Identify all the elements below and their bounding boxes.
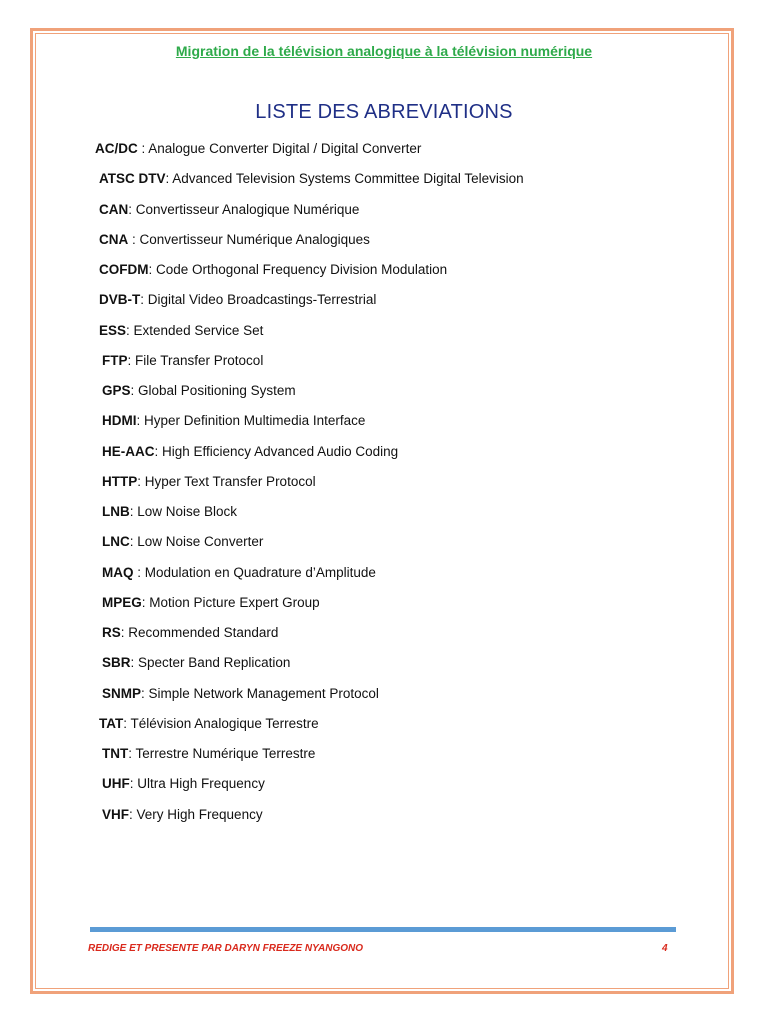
abbreviation-separator: : <box>120 625 129 640</box>
abbreviation-separator: : <box>128 231 140 247</box>
abbreviation-term: DVB-T <box>99 292 141 308</box>
abbreviation-definition: Specter Band Replication <box>138 655 291 671</box>
abbreviation-separator: : <box>133 564 145 580</box>
abbreviation-definition: Hyper Text Transfer Protocol <box>144 473 316 489</box>
abbreviation-item <box>99 232 370 247</box>
abbreviation-definition: Modulation en Quadrature d’Amplitude <box>144 564 376 580</box>
abbreviation-term: CAN <box>99 201 129 217</box>
abbreviation-term: TAT <box>99 715 124 731</box>
abbreviation-separator: : <box>123 715 131 731</box>
abbreviation-definition: Convertisseur Analogique Numérique <box>135 201 360 217</box>
abbreviation-term: HTTP <box>102 473 138 489</box>
abbreviation-item <box>99 292 376 307</box>
abbreviation-term: LNB <box>102 504 130 519</box>
abbreviation-definition: Global Positioning System <box>138 383 296 398</box>
abbreviation-definition: Digital Video Broadcastings-Terrestrial <box>147 292 377 308</box>
abbreviation-separator: : <box>148 262 157 277</box>
abbreviation-definition: Ultra High Frequency <box>137 776 265 792</box>
abbreviation-term: ESS <box>99 322 127 338</box>
abbreviation-separator: : <box>129 806 137 822</box>
abbreviation-item <box>99 202 359 217</box>
abbreviation-term: RS <box>102 625 121 640</box>
abbreviation-definition: Convertisseur Numérique Analogiques <box>139 231 370 247</box>
abbreviation-item <box>102 625 278 640</box>
abbreviation-separator: : <box>154 443 163 459</box>
abbreviation-term: VHF <box>102 806 129 822</box>
abbreviation-term: ATSC DTV <box>99 171 166 187</box>
abbreviation-separator: : <box>130 655 139 671</box>
abbreviation-item <box>99 716 319 731</box>
abbreviation-term: MAQ <box>102 564 134 580</box>
abbreviation-term: LNC <box>102 534 130 550</box>
abbreviation-item <box>102 504 237 519</box>
abbreviation-definition: Extended Service Set <box>133 322 264 338</box>
abbreviation-term: FTP <box>102 352 128 368</box>
abbreviation-item <box>102 534 263 549</box>
page-title: LISTE DES ABREVIATIONS <box>255 101 513 123</box>
abbreviation-item <box>102 776 265 791</box>
abbreviation-item <box>102 444 398 459</box>
abbreviation-item <box>95 141 421 156</box>
abbreviation-definition: File Transfer Protocol <box>135 352 264 368</box>
abbreviation-term: TNT <box>102 746 129 761</box>
abbreviation-term: SBR <box>102 655 131 671</box>
abbreviation-definition: Simple Network Management Protocol <box>148 685 379 701</box>
abbreviation-term: HE-AAC <box>102 443 155 459</box>
abbreviation-definition: Terrestre Numérique Terrestre <box>135 746 316 761</box>
abbreviation-term: COFDM <box>99 262 149 277</box>
abbreviation-separator: : <box>127 352 136 368</box>
abbreviation-separator: : <box>129 504 138 519</box>
abbreviation-item <box>102 595 320 610</box>
abbreviation-term: CNA <box>99 231 129 247</box>
abbreviation-definition: Recommended Standard <box>128 625 279 640</box>
abbreviation-definition: Very High Frequency <box>136 806 263 822</box>
abbreviation-separator: : <box>136 413 145 429</box>
abbreviation-term: GPS <box>102 383 131 398</box>
abbreviation-item <box>99 323 263 338</box>
abbreviation-separator: : <box>137 141 149 156</box>
abbreviation-item <box>102 474 316 489</box>
abbreviation-item <box>102 565 376 580</box>
abbreviation-item <box>102 353 263 368</box>
abbreviation-item <box>102 807 263 822</box>
abbreviation-definition: Low Noise Block <box>137 504 238 519</box>
abbreviation-item <box>99 171 524 186</box>
abbreviation-separator: : <box>165 171 173 187</box>
abbreviation-item <box>102 383 296 398</box>
footer-divider <box>90 927 676 932</box>
abbreviation-definition: Low Noise Converter <box>137 534 264 550</box>
abbreviation-separator: : <box>128 746 136 761</box>
abbreviation-item <box>102 655 290 670</box>
abbreviation-term: MPEG <box>102 594 142 610</box>
abbreviation-item <box>102 413 365 428</box>
abbreviation-separator: : <box>128 201 136 217</box>
abbreviation-definition: Motion Picture Expert Group <box>149 594 320 610</box>
abbreviation-term: HDMI <box>102 413 137 429</box>
abbreviation-separator: : <box>141 594 150 610</box>
footer-author: REDIGE ET PRESENTE PAR DARYN FREEZE NYANGONO <box>88 943 364 954</box>
abbreviation-item <box>102 686 379 701</box>
abbreviation-term: SNMP <box>102 685 142 701</box>
abbreviation-separator: : <box>126 322 134 338</box>
abbreviation-item <box>102 746 315 761</box>
abbreviation-separator: : <box>130 383 139 398</box>
abbreviation-term: AC/DC <box>95 141 138 156</box>
abbreviation-separator: : <box>141 685 149 701</box>
running-header-text: Migration de la télévision analogique à la télévision numérique <box>175 43 593 59</box>
abbreviation-term: UHF <box>102 776 130 792</box>
abbreviation-definition: Télévision Analogique Terrestre <box>130 715 319 731</box>
abbreviation-item <box>99 262 447 277</box>
abbreviation-definition: Analogue Converter Digital / Digital Converter <box>148 141 422 156</box>
page-number: 4 <box>662 943 668 954</box>
abbreviation-definition: Advanced Television Systems Committee Digital Television <box>172 171 524 187</box>
abbreviation-separator: : <box>129 534 138 550</box>
abbreviation-separator: : <box>137 473 145 489</box>
abbreviation-definition: Hyper Definition Multimedia Interface <box>144 413 366 429</box>
abbreviation-separator: : <box>140 292 148 308</box>
abbreviation-definition: Code Orthogonal Frequency Division Modulation <box>156 262 448 277</box>
abbreviation-separator: : <box>129 776 138 792</box>
abbreviation-definition: High Efficiency Advanced Audio Coding <box>162 443 399 459</box>
